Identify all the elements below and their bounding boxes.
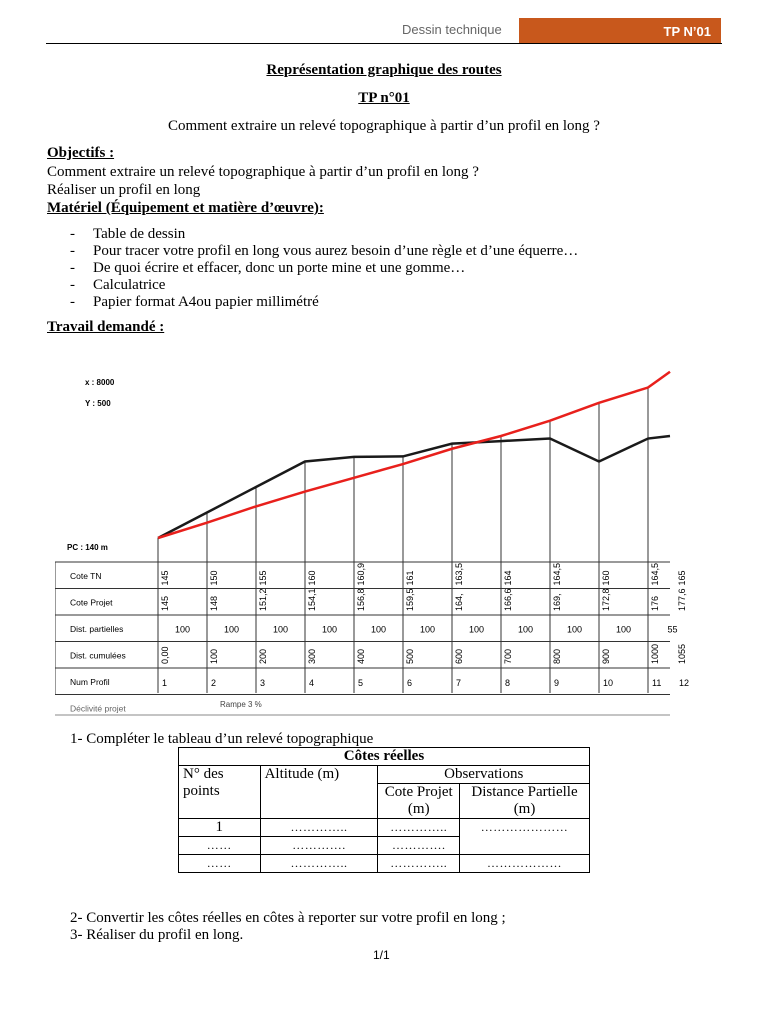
dist-cumulee-cell: 900 xyxy=(601,648,611,664)
cote-tn-cell: 161 xyxy=(405,570,415,586)
cote-tn-cell: 164,5 xyxy=(552,562,562,586)
cote-projet-cell: 154,1 xyxy=(307,588,317,611)
dist-cumulee-cell: 1055 xyxy=(677,643,687,664)
dist-cumulee-cell: 600 xyxy=(454,648,464,664)
main-question: Comment extraire un relevé topographique à partir d’un profil en long ? xyxy=(168,118,600,134)
work-heading: Travail demandé : xyxy=(47,319,165,335)
dist-partielle-cell: 100 xyxy=(370,624,387,635)
dist-partielle-cell: 100 xyxy=(272,624,289,635)
num-profil-cell: 5 xyxy=(358,678,364,688)
num-profil-cell: 7 xyxy=(456,678,462,688)
dist-cumulee-cell: 700 xyxy=(503,648,513,664)
question-1: 1- Compléter le tableau d’un relevé topographique xyxy=(70,731,374,747)
cote-projet-cell: 156,8 xyxy=(356,588,366,611)
dist-partielle-cell: 100 xyxy=(174,624,191,635)
objective-item: Comment extraire un relevé topographique à partir d’un profil en long ? xyxy=(47,164,479,180)
pc-label: PC : 140 m xyxy=(67,543,108,552)
cote-projet-cell: 166,6 xyxy=(503,588,513,611)
header-rule xyxy=(46,43,722,44)
col-points: N° des points xyxy=(179,766,261,819)
cote-projet-cell: 145 xyxy=(160,595,170,611)
num-profil-cell: 9 xyxy=(554,678,560,688)
num-profil-cell: 6 xyxy=(407,678,413,688)
cote-tn-cell: 160 xyxy=(307,570,317,586)
tp-number: TP n°01 xyxy=(358,90,410,106)
table-row xyxy=(179,819,590,837)
cote-projet-cell: 159,5 xyxy=(405,588,415,611)
row-altitude: ………….. xyxy=(260,855,378,873)
cote-tn-cell: 145 xyxy=(160,570,170,586)
col-cote-projet: Cote Projet (m) xyxy=(378,784,460,819)
dist-cumulee-cell: 300 xyxy=(307,648,317,664)
cote-projet-cell: 177,6 xyxy=(677,588,687,611)
cote-tn-cell: 165 xyxy=(677,570,687,586)
question-2: 2- Convertir les côtes réelles en côtes à reporter sur votre profil en long ; xyxy=(70,910,506,926)
header-tag xyxy=(519,18,721,44)
row-label: Dist. partielles xyxy=(70,624,124,634)
col-observations: Observations xyxy=(378,766,590,784)
row-cote: ………….. xyxy=(378,819,460,837)
objective-item: Réaliser un profil en long xyxy=(47,182,201,198)
row-altitude: ………….. xyxy=(260,819,378,837)
cote-tn-cell: 164 xyxy=(503,570,513,586)
num-profil-cell: 11 xyxy=(652,678,662,688)
material-item: - De quoi écrire et effacer, donc un porte mine et une gomme… xyxy=(70,260,578,277)
dist-cumulee-cell: 100 xyxy=(209,648,219,664)
dist-partielle-cell: 100 xyxy=(615,624,632,635)
dist-cumulee-cell: 0,00 xyxy=(160,646,170,664)
profile-grid xyxy=(55,388,670,715)
cote-tn-cell: 160 xyxy=(601,570,611,586)
terrain-line xyxy=(158,436,670,538)
cote-projet-cell: 164, xyxy=(454,593,464,611)
row-cote: ………….. xyxy=(378,855,460,873)
material-item: - Pour tracer votre profil en long vous aurez besoin d’une règle et d’une équerre… xyxy=(70,243,578,260)
scale-y-label: Y : 500 xyxy=(85,399,111,408)
col-distance: Distance Partielle (m) xyxy=(460,784,590,819)
row-altitude: …………. xyxy=(260,837,378,855)
doc-title: Représentation graphique des routes xyxy=(266,62,502,78)
profile-cells xyxy=(160,563,689,688)
dist-partielle-cell: 55 xyxy=(667,624,678,635)
num-profil-cell: 4 xyxy=(309,678,315,688)
num-profil-cell: 10 xyxy=(603,678,614,688)
row-point: …… xyxy=(179,837,261,855)
dist-partielle-cell: 100 xyxy=(468,624,485,635)
objectives-heading: Objectifs : xyxy=(47,145,115,161)
dist-partielle-cell: 100 xyxy=(223,624,240,635)
projet-line xyxy=(158,372,670,538)
row-distance: ………………… xyxy=(460,819,590,855)
cote-projet-cell: 148 xyxy=(209,595,219,611)
row-point: 1 xyxy=(179,819,261,837)
long-profile-drawing xyxy=(55,362,695,717)
row-label: Num Profil xyxy=(70,677,110,687)
row-label: Cote Projet xyxy=(70,597,113,608)
table-title: Côtes réelles xyxy=(179,748,590,766)
dist-cumulee-cell: 400 xyxy=(356,648,366,664)
cote-tn-cell: 150 xyxy=(209,570,219,586)
cote-tn-cell: 155 xyxy=(258,570,268,586)
num-profil-cell: 8 xyxy=(505,678,511,688)
elevation-table xyxy=(178,747,590,873)
declivite-value: Rampe 3 % xyxy=(220,700,262,709)
num-profil-cell: 1 xyxy=(162,678,168,688)
material-item: - Papier format A4ou papier millimétré xyxy=(70,294,578,311)
dist-cumulee-cell: 800 xyxy=(552,648,562,664)
material-item: - Calculatrice xyxy=(70,277,578,294)
dist-partielle-cell: 100 xyxy=(419,624,436,635)
materials-heading: Matériel (Équipement et matière d’œuvre): xyxy=(47,200,324,216)
scale-x-label: x : 8000 xyxy=(85,378,115,387)
header-subject: Dessin technique xyxy=(402,22,502,37)
row-label: Dist. cumulées xyxy=(70,650,126,661)
num-profil-cell: 2 xyxy=(211,678,217,688)
cote-projet-cell: 151,2 xyxy=(258,588,268,611)
cote-projet-cell: 169, xyxy=(552,593,562,611)
num-profil-cell: 12 xyxy=(679,678,690,688)
cote-projet-cell: 172,8 xyxy=(601,588,611,611)
dist-cumulee-cell: 500 xyxy=(405,648,415,664)
cote-tn-cell: 163,5 xyxy=(454,562,464,586)
header-tag-label: TP N’01 xyxy=(663,23,711,39)
row-distance: ……………… xyxy=(460,855,590,873)
cote-tn-cell: 160,9 xyxy=(356,562,366,586)
dist-partielle-cell: 100 xyxy=(566,624,583,635)
table-row xyxy=(179,855,590,873)
num-profil-cell: 3 xyxy=(260,678,266,688)
dist-partielle-cell: 100 xyxy=(321,624,338,635)
row-label: Cote TN xyxy=(70,571,102,581)
row-cote: …………. xyxy=(378,837,460,855)
dist-cumulee-cell: 1000 xyxy=(650,643,660,664)
dist-partielle-cell: 100 xyxy=(517,624,534,635)
col-altitude: Altitude (m) xyxy=(260,766,378,819)
profile-row-labels xyxy=(70,571,126,714)
cote-tn-cell: 164,5 xyxy=(650,562,660,586)
question-3: 3- Réaliser du profil en long. xyxy=(70,927,244,943)
materials-list xyxy=(70,226,578,311)
row-label: Déclivité projet xyxy=(70,703,126,714)
cote-projet-cell: 176 xyxy=(650,595,660,611)
page-number: 1/1 xyxy=(373,948,390,962)
row-point: …… xyxy=(179,855,261,873)
material-item: - Table de dessin xyxy=(70,226,578,243)
dist-cumulee-cell: 200 xyxy=(258,648,268,664)
